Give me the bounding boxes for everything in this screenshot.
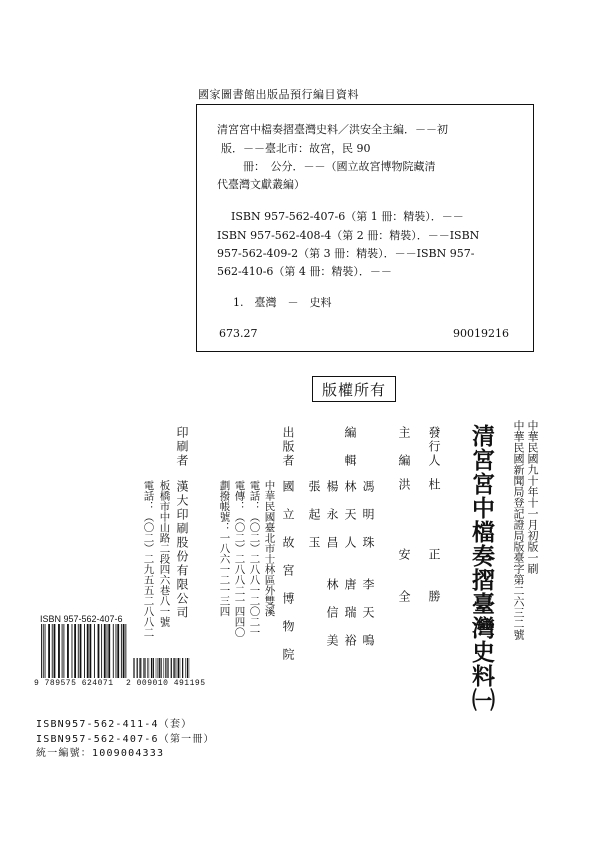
barcode-bar — [54, 624, 56, 678]
barcode-bar — [84, 624, 85, 678]
barcode-bar — [58, 624, 60, 678]
barcode-bar — [178, 658, 179, 678]
cip-extent-line: 冊： 公分．－－（國立故宮博物院藏清 — [243, 160, 436, 173]
publisher-role-label: 發行人 — [427, 426, 441, 468]
barcode-bar — [89, 624, 91, 678]
cip-isbn-line: ISBN 957-562-407-6（第 1 冊：精裝）．－－ — [231, 210, 464, 223]
press-role-label: 出版者 — [281, 426, 295, 468]
press-telephone: 電話：（〇二）二八八一二〇二一 — [248, 480, 261, 638]
barcode-bar — [52, 624, 53, 678]
barcode-bar — [147, 658, 148, 678]
barcode-bar — [153, 658, 154, 678]
cip-imprint-line: 版．－－臺北市：故宮，民 90 — [221, 142, 371, 155]
edition-statement: 中華民國九十年十一月初版一刷 — [526, 420, 539, 574]
barcode-bar — [173, 658, 174, 678]
barcode-bar — [187, 658, 188, 678]
barcode-bar — [121, 624, 122, 678]
barcode-bar — [161, 658, 162, 678]
compiler-names: 馮 明 珠 李 天 鳴 — [361, 480, 375, 648]
barcode-bar — [43, 624, 44, 678]
cip-record-number: 90019216 — [453, 327, 509, 340]
barcode-bar — [67, 624, 69, 678]
cip-box — [196, 104, 534, 352]
cip-series-line: 代臺灣文獻叢編） — [217, 178, 305, 191]
compiler-names: 林 天 人 唐 瑞 裕 — [343, 480, 357, 648]
barcode-bar — [98, 624, 100, 678]
barcode-bar — [159, 658, 160, 678]
barcode-bar — [177, 658, 178, 678]
barcode-bar — [41, 624, 42, 678]
cip-subject: 1. 臺灣 － 史料 — [233, 296, 332, 309]
barcode-bar — [151, 658, 152, 678]
cip-isbn-line: 957-562-409-2（第 3 冊：精裝）．－－ISBN 957- — [217, 247, 475, 260]
editor-role-label: 主 編 — [397, 426, 411, 468]
barcode-bar — [185, 658, 186, 678]
barcode-bar — [104, 624, 106, 678]
barcode-bar — [113, 624, 114, 678]
cip-title-line: 清宮宮中檔奏摺臺灣史料／洪安全主編．－－初 — [217, 123, 448, 136]
registration-statement: 中華民國新聞局登記證局版臺字第二六三二號 — [512, 420, 525, 640]
isbn-barcode-digits: 9 789575 624071 — [34, 679, 114, 688]
printer-address: 板橋市中山路二段四六巷八一號 — [158, 480, 171, 627]
barcode-bar — [72, 624, 73, 678]
press-name: 國 立 故 宮 博 物 院 — [281, 480, 295, 662]
barcode-bar — [117, 624, 119, 678]
barcode-bar — [163, 658, 164, 678]
compiler-names: 楊 永 昌 林 信 美 — [325, 480, 339, 648]
barcode-bar — [144, 658, 145, 678]
barcode-bar — [158, 658, 159, 678]
cip-isbn-line: 562-410-6（第 4 冊：精裝）．－－ — [217, 265, 392, 278]
gpn-barcode — [132, 658, 192, 678]
barcode-bar — [45, 624, 46, 678]
cip-heading: 國家圖書館出版品預行編目資料 — [198, 88, 359, 101]
barcode-bar — [165, 658, 166, 678]
printer-name: 漢大印刷股份有限公司 — [175, 480, 189, 620]
barcode-bar — [123, 624, 125, 678]
barcode-bar — [108, 624, 110, 678]
barcode-bar — [74, 624, 76, 678]
publisher-name: 杜 正 勝 — [427, 478, 441, 604]
editor-name: 洪 安 全 — [397, 478, 411, 604]
unified-number: 統一編號：1009004333 — [36, 748, 165, 759]
rights-reserved-box: 版權所有 — [312, 376, 396, 402]
printer-role-label: 印刷者 — [175, 426, 189, 468]
barcode-bar — [134, 658, 135, 678]
barcode-bar — [62, 624, 63, 678]
barcode-bar — [63, 624, 64, 678]
barcode-bar — [80, 624, 82, 678]
barcode-bar — [107, 624, 108, 678]
barcode-bar — [78, 624, 79, 678]
barcode-bar — [133, 658, 134, 678]
barcode-bar — [140, 658, 141, 678]
barcode-bar — [167, 658, 168, 678]
press-postal-account: 劃撥帳號：一八六一二一三四 — [218, 480, 231, 617]
press-address: 中華民國臺北市士林區外雙溪 — [263, 480, 276, 617]
press-fax: 電傳：（〇二）二八八二一四四〇 — [233, 480, 246, 638]
barcode-bar — [168, 658, 169, 678]
barcode-bar — [125, 624, 126, 678]
barcode-bar — [149, 658, 150, 678]
gpn-barcode-digits: 2 009010 491195 — [126, 679, 206, 688]
compiler-names: 張 起 玉 — [307, 480, 321, 550]
compilers-role-label: 編 輯 — [343, 426, 357, 468]
barcode-bar — [180, 658, 181, 678]
barcode-bar — [87, 624, 89, 678]
barcode-bar — [116, 624, 117, 678]
barcode-bar — [143, 658, 144, 678]
isbn-volume: ISBN957-562-407-6（第一冊） — [36, 734, 215, 745]
barcode-bar — [156, 658, 157, 678]
barcode-bar — [94, 624, 95, 678]
barcode-bar — [171, 658, 172, 678]
cip-class-number: 673.27 — [219, 327, 258, 340]
cip-isbn-line: ISBN 957-562-408-4（第 2 冊：精裝）．－－ISBN — [217, 229, 480, 242]
isbn-set: ISBN957-562-411-4（套） — [36, 719, 193, 730]
barcode-bar — [48, 624, 50, 678]
barcode-bar — [137, 658, 138, 678]
barcode-bar — [174, 658, 175, 678]
book-title: 清宮宮中檔奏摺臺灣史料㈠ — [468, 424, 495, 712]
barcode-bar — [101, 624, 102, 678]
barcode-isbn-label: ISBN 957-562-407-6 — [40, 614, 123, 624]
isbn-barcode — [40, 624, 130, 678]
barcode-bar — [182, 658, 183, 678]
printer-telephone: 電話：（〇二）二九五五二八八二 — [142, 480, 155, 638]
barcode-bar — [139, 658, 140, 678]
barcode-bar — [189, 658, 190, 678]
